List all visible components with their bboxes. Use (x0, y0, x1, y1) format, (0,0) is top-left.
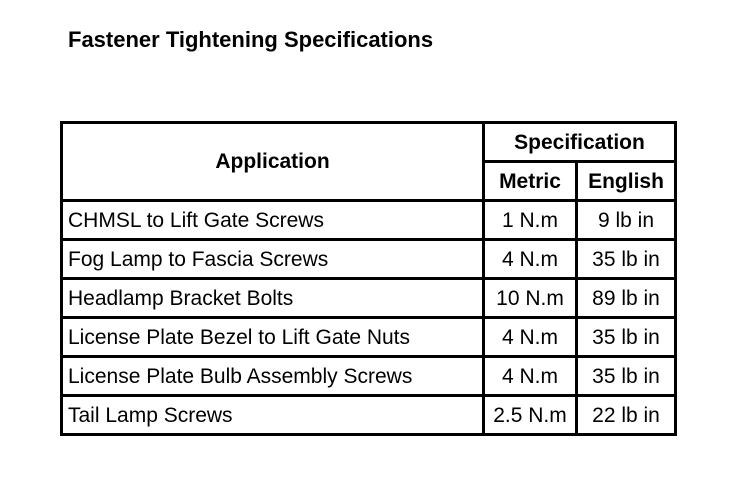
english-cell: 35 lb in (577, 357, 676, 396)
page-title: Fastener Tightening Specifications (68, 27, 434, 52)
metric-cell: 4 N.m (484, 357, 577, 396)
fastener-spec-table (60, 121, 677, 436)
table-row (62, 357, 676, 396)
table-row (62, 201, 676, 240)
table-row (62, 318, 676, 357)
metric-header: Metric (484, 162, 577, 201)
metric-cell: 1 N.m (484, 201, 577, 240)
header-row-top (62, 123, 676, 162)
application-cell: Headlamp Bracket Bolts (62, 279, 484, 318)
table-body (62, 201, 676, 435)
application-cell: Tail Lamp Screws (62, 396, 484, 435)
application-cell: Fog Lamp to Fascia Screws (62, 240, 484, 279)
english-header: English (577, 162, 676, 201)
application-header: Application (62, 123, 484, 201)
english-cell: 9 lb in (577, 201, 676, 240)
application-cell: License Plate Bezel to Lift Gate Nuts (62, 318, 484, 357)
metric-cell: 4 N.m (484, 318, 577, 357)
english-cell: 35 lb in (577, 240, 676, 279)
table-row (62, 279, 676, 318)
metric-cell: 10 N.m (484, 279, 577, 318)
table-row (62, 240, 676, 279)
english-cell: 35 lb in (577, 318, 676, 357)
table-row (62, 396, 676, 435)
english-cell: 22 lb in (577, 396, 676, 435)
application-cell: CHMSL to Lift Gate Screws (62, 201, 484, 240)
application-cell: License Plate Bulb Assembly Screws (62, 357, 484, 396)
table-header (62, 123, 676, 201)
metric-cell: 4 N.m (484, 240, 577, 279)
metric-cell: 2.5 N.m (484, 396, 577, 435)
english-cell: 89 lb in (577, 279, 676, 318)
specification-header: Specification (484, 123, 676, 162)
